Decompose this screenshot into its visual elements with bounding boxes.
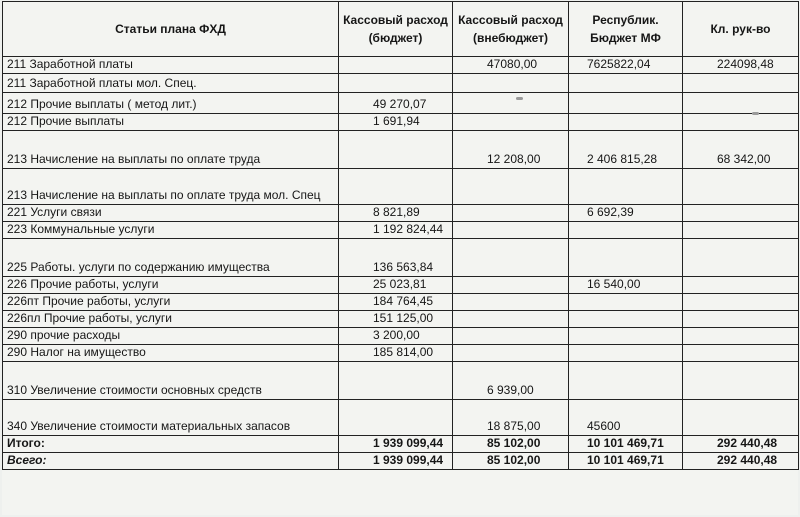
cell-class-guidance: 224098,48 bbox=[683, 57, 799, 74]
cell-republic bbox=[569, 294, 683, 311]
row-label: 221 Услуги связи bbox=[3, 205, 339, 222]
cell-extrabudget: 6 939,00 bbox=[453, 362, 569, 400]
cell-extrabudget bbox=[453, 169, 569, 205]
row-label: 212 Прочие выплаты bbox=[3, 114, 339, 131]
row-label: 225 Работы. услуги по содержанию имущества bbox=[3, 239, 339, 277]
header-republic-budget: Республик. Бюджет МФ bbox=[569, 2, 683, 57]
table-row bbox=[3, 362, 799, 400]
cell-budget: 1 691,94 bbox=[339, 114, 453, 131]
table-row bbox=[3, 57, 799, 74]
row-label: 223 Коммунальные услуги bbox=[3, 222, 339, 239]
header-cash-extrabudget: Кассовый расход (внебюджет) bbox=[453, 2, 569, 57]
cell-class-guidance bbox=[683, 362, 799, 400]
cell-budget: 8 821,89 bbox=[339, 205, 453, 222]
cell-extrabudget bbox=[453, 328, 569, 345]
header-cash-budget: Кассовый расход (бюджет) bbox=[339, 2, 453, 57]
cell-class-guidance bbox=[683, 294, 799, 311]
row-label: 290 Налог на имущество bbox=[3, 345, 339, 362]
cell-republic bbox=[569, 74, 683, 93]
cell-budget bbox=[339, 400, 453, 436]
header-row bbox=[3, 2, 799, 57]
cell-extrabudget bbox=[453, 93, 569, 114]
total-republic: 10 101 469,71 bbox=[569, 436, 683, 453]
row-label: 340 Увеличение стоимости материальных запасов bbox=[3, 400, 339, 436]
total-label: Итого: bbox=[3, 436, 339, 453]
row-label: 226 Прочие работы, услуги bbox=[3, 277, 339, 294]
cell-extrabudget bbox=[453, 74, 569, 93]
table-row bbox=[3, 169, 799, 205]
grand-total-row bbox=[3, 453, 799, 470]
cell-republic bbox=[569, 114, 683, 131]
cell-class-guidance bbox=[683, 345, 799, 362]
cell-budget: 25 023,81 bbox=[339, 277, 453, 294]
cell-budget bbox=[339, 74, 453, 93]
cell-republic bbox=[569, 328, 683, 345]
row-label: 213 Начисление на выплаты по оплате труда bbox=[3, 131, 339, 169]
table-row bbox=[3, 74, 799, 93]
cell-budget bbox=[339, 57, 453, 74]
cell-extrabudget bbox=[453, 277, 569, 294]
scan-speck bbox=[752, 112, 759, 115]
cell-class-guidance bbox=[683, 311, 799, 328]
cell-republic bbox=[569, 93, 683, 114]
cell-republic bbox=[569, 345, 683, 362]
table-row bbox=[3, 400, 799, 436]
cell-extrabudget bbox=[453, 345, 569, 362]
cell-republic bbox=[569, 169, 683, 205]
cell-class-guidance bbox=[683, 169, 799, 205]
cell-republic: 16 540,00 bbox=[569, 277, 683, 294]
total-class-guidance: 292 440,48 bbox=[683, 436, 799, 453]
cell-budget: 1 192 824,44 bbox=[339, 222, 453, 239]
cell-extrabudget bbox=[453, 222, 569, 239]
table-row bbox=[3, 328, 799, 345]
cell-class-guidance bbox=[683, 328, 799, 345]
row-label: 226пт Прочие работы, услуги bbox=[3, 294, 339, 311]
table-row bbox=[3, 277, 799, 294]
cell-republic bbox=[569, 239, 683, 277]
cell-class-guidance bbox=[683, 277, 799, 294]
cell-republic bbox=[569, 311, 683, 328]
row-label: 226пл Прочие работы, услуги bbox=[3, 311, 339, 328]
total-row bbox=[3, 436, 799, 453]
grand-total-budget: 1 939 099,44 bbox=[339, 453, 453, 470]
header-class-guidance: Кл. рук-во bbox=[683, 2, 799, 57]
cell-republic: 6 692,39 bbox=[569, 205, 683, 222]
cell-class-guidance bbox=[683, 114, 799, 131]
cell-extrabudget bbox=[453, 114, 569, 131]
cell-extrabudget: 18 875,00 bbox=[453, 400, 569, 436]
table-row bbox=[3, 93, 799, 114]
row-label: 290 прочие расходы bbox=[3, 328, 339, 345]
table-row bbox=[3, 345, 799, 362]
table-row bbox=[3, 239, 799, 277]
grand-total-republic: 10 101 469,71 bbox=[569, 453, 683, 470]
cell-budget: 184 764,45 bbox=[339, 294, 453, 311]
row-label: 213 Начисление на выплаты по оплате труда мол. Спец bbox=[3, 169, 339, 205]
total-budget: 1 939 099,44 bbox=[339, 436, 453, 453]
cell-extrabudget: 47080,00 bbox=[453, 57, 569, 74]
cell-extrabudget bbox=[453, 311, 569, 328]
cell-budget: 136 563,84 bbox=[339, 239, 453, 277]
cell-budget: 3 200,00 bbox=[339, 328, 453, 345]
grand-total-class-guidance: 292 440,48 bbox=[683, 453, 799, 470]
document-sheet bbox=[2, 1, 798, 515]
grand-total-extrabudget: 85 102,00 bbox=[453, 453, 569, 470]
table-row bbox=[3, 294, 799, 311]
cell-extrabudget: 12 208,00 bbox=[453, 131, 569, 169]
cell-budget: 49 270,07 bbox=[339, 93, 453, 114]
table-row bbox=[3, 205, 799, 222]
cell-class-guidance bbox=[683, 205, 799, 222]
cell-extrabudget bbox=[453, 239, 569, 277]
cell-republic: 2 406 815,28 bbox=[569, 131, 683, 169]
table-row bbox=[3, 131, 799, 169]
cell-class-guidance bbox=[683, 74, 799, 93]
table-row bbox=[3, 114, 799, 131]
cell-class-guidance bbox=[683, 239, 799, 277]
cell-budget: 185 814,00 bbox=[339, 345, 453, 362]
cell-republic: 7625822,04 bbox=[569, 57, 683, 74]
row-label: 212 Прочие выплаты ( метод лит.) bbox=[3, 93, 339, 114]
cell-republic bbox=[569, 222, 683, 239]
cell-republic bbox=[569, 362, 683, 400]
cell-class-guidance bbox=[683, 400, 799, 436]
table-row bbox=[3, 222, 799, 239]
cell-budget bbox=[339, 131, 453, 169]
cell-extrabudget bbox=[453, 205, 569, 222]
cell-republic: 45600 bbox=[569, 400, 683, 436]
cell-class-guidance: 68 342,00 bbox=[683, 131, 799, 169]
total-extrabudget: 85 102,00 bbox=[453, 436, 569, 453]
cell-budget bbox=[339, 169, 453, 205]
fhd-plan-table bbox=[2, 1, 799, 470]
table-row bbox=[3, 311, 799, 328]
cell-class-guidance bbox=[683, 222, 799, 239]
scan-speck bbox=[516, 97, 523, 100]
cell-budget: 151 125,00 bbox=[339, 311, 453, 328]
row-label: 310 Увеличение стоимости основных средств bbox=[3, 362, 339, 400]
cell-class-guidance bbox=[683, 93, 799, 114]
row-label: 211 Заработной платы bbox=[3, 57, 339, 74]
grand-total-label: Всего: bbox=[3, 453, 339, 470]
row-label: 211 Заработной платы мол. Спец. bbox=[3, 74, 339, 93]
cell-extrabudget bbox=[453, 294, 569, 311]
header-plan-items: Статьи плана ФХД bbox=[3, 2, 339, 57]
cell-budget bbox=[339, 362, 453, 400]
